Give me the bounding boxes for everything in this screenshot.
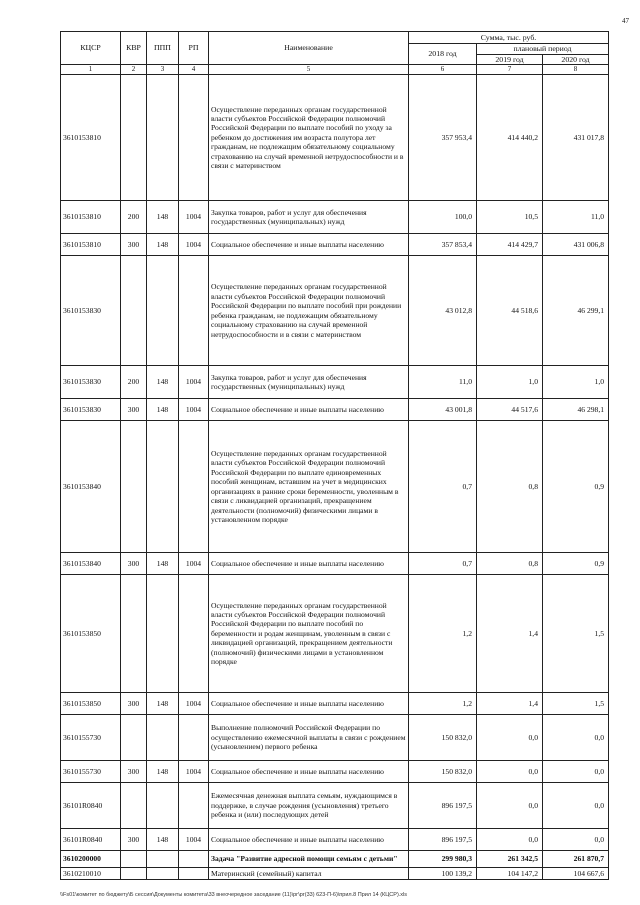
table-row: [61, 399, 609, 421]
kvr-cell: [121, 715, 147, 761]
ppp-cell: 148: [147, 366, 179, 399]
ppp-cell: 148: [147, 553, 179, 575]
kvr-cell: [121, 575, 147, 693]
col-number: 4: [179, 65, 209, 75]
name-cell: Социальное обеспечение и иные выплаты населению: [209, 399, 409, 421]
ppp-cell: [147, 256, 179, 366]
amount-2019-cell: 104 147,2: [477, 868, 543, 880]
header-name: Наименование: [209, 32, 409, 65]
name-cell: Социальное обеспечение и иные выплаты населению: [209, 553, 409, 575]
name-cell: Осуществление переданных органам государственной власти субъектов Российской Федерации полномочий Российской Федерации по выплате пособий по уходу за ребенком до достижения им возраста полутора лет гражданам, не подлежащим обязательному социальному страхованию на случай временной нетрудоспособности и в связи с материнством: [209, 75, 409, 201]
rp-cell: 1004: [179, 366, 209, 399]
page-number: 47: [622, 17, 629, 25]
kvr-cell: [121, 75, 147, 201]
name-cell: Выполнение полномочий Российской Федерации по осуществлению ежемесячной выплаты в связи с рождением (усыновлением) первого ребенка: [209, 715, 409, 761]
kcsr-cell: 3610153840: [61, 553, 121, 575]
ppp-cell: [147, 783, 179, 829]
amount-2020-cell: 46 299,1: [543, 256, 609, 366]
kvr-cell: 200: [121, 366, 147, 399]
amount-2018-cell: 150 832,0: [409, 715, 477, 761]
amount-2020-cell: 0,0: [543, 783, 609, 829]
name-cell: Осуществление переданных органам государственной власти субъектов Российской Федерации полномочий Российской Федерации по выплате единовременных пособий женщинам, вставшим на учет в медицинских организациях в ранние сроки беременности, уволенным в связи с ликвидацией организаций, прекращением деятельности (полномочий) физическими лицами в установленном порядке: [209, 421, 409, 553]
rp-cell: 1004: [179, 234, 209, 256]
table-row: [61, 553, 609, 575]
amount-2018-cell: 43 001,8: [409, 399, 477, 421]
amount-2020-cell: 104 667,6: [543, 868, 609, 880]
name-cell: Ежемесячная денежная выплата семьям, нуждающимся в поддержке, в случае рождения (усыновления) третьего ребенка и (или) последующих детей: [209, 783, 409, 829]
kvr-cell: 300: [121, 829, 147, 851]
table-row: [61, 256, 609, 366]
budget-table: [60, 31, 609, 880]
amount-2019-cell: 1,4: [477, 693, 543, 715]
name-cell: Материнский (семейный) капитал: [209, 868, 409, 880]
table-row: [61, 201, 609, 234]
kcsr-cell: 3610153850: [61, 693, 121, 715]
rp-cell: 1004: [179, 553, 209, 575]
amount-2019-cell: 261 342,5: [477, 851, 543, 868]
ppp-cell: 148: [147, 829, 179, 851]
table-row: [61, 715, 609, 761]
amount-2020-cell: 0,9: [543, 421, 609, 553]
header-2020: 2020 год: [543, 54, 609, 65]
amount-2018-cell: 896 197,5: [409, 783, 477, 829]
amount-2018-cell: 357 953,4: [409, 75, 477, 201]
table-row: [61, 761, 609, 783]
ppp-cell: 148: [147, 693, 179, 715]
kcsr-cell: 3610153810: [61, 75, 121, 201]
header-2018: 2018 год: [409, 44, 477, 65]
amount-2018-cell: 299 980,3: [409, 851, 477, 868]
table-row: [61, 868, 609, 880]
name-cell: Закупка товаров, работ и услуг для обеспечения государственных (муниципальных) нужд: [209, 201, 409, 234]
kcsr-cell: 3610153830: [61, 399, 121, 421]
rp-cell: 1004: [179, 399, 209, 421]
header-ppp: ППП: [147, 32, 179, 65]
amount-2019-cell: 0,0: [477, 783, 543, 829]
col-number: 3: [147, 65, 179, 75]
col-number: 8: [543, 65, 609, 75]
ppp-cell: 148: [147, 201, 179, 234]
kvr-cell: [121, 421, 147, 553]
table-row: [61, 421, 609, 553]
rp-cell: [179, 851, 209, 868]
kcsr-cell: 3610153850: [61, 575, 121, 693]
kcsr-cell: 36101R0840: [61, 783, 121, 829]
kcsr-cell: 3610155730: [61, 715, 121, 761]
kcsr-cell: 3610153840: [61, 421, 121, 553]
kvr-cell: [121, 783, 147, 829]
amount-2020-cell: 431 006,8: [543, 234, 609, 256]
ppp-cell: 148: [147, 234, 179, 256]
rp-cell: [179, 256, 209, 366]
header-2019: 2019 год: [477, 54, 543, 65]
ppp-cell: [147, 575, 179, 693]
rp-cell: [179, 575, 209, 693]
amount-2020-cell: 1,5: [543, 575, 609, 693]
rp-cell: [179, 868, 209, 880]
ppp-cell: 148: [147, 399, 179, 421]
col-number: 2: [121, 65, 147, 75]
amount-2020-cell: 1,5: [543, 693, 609, 715]
ppp-cell: [147, 868, 179, 880]
amount-2019-cell: 0,0: [477, 829, 543, 851]
kvr-cell: [121, 868, 147, 880]
name-cell: Социальное обеспечение и иные выплаты населению: [209, 761, 409, 783]
table-row: [61, 366, 609, 399]
ppp-cell: [147, 851, 179, 868]
col-number: 6: [409, 65, 477, 75]
ppp-cell: [147, 715, 179, 761]
amount-2018-cell: 11,0: [409, 366, 477, 399]
amount-2019-cell: 1,0: [477, 366, 543, 399]
table-row: [61, 75, 609, 201]
table-row: [61, 829, 609, 851]
amount-2018-cell: 43 012,8: [409, 256, 477, 366]
kvr-cell: [121, 256, 147, 366]
name-cell: Социальное обеспечение и иные выплаты населению: [209, 829, 409, 851]
amount-2020-cell: 431 017,8: [543, 75, 609, 201]
amount-2019-cell: 414 440,2: [477, 75, 543, 201]
amount-2019-cell: 1,4: [477, 575, 543, 693]
amount-2018-cell: 100,0: [409, 201, 477, 234]
kvr-cell: [121, 851, 147, 868]
ppp-cell: 148: [147, 761, 179, 783]
kcsr-cell: 3610153830: [61, 366, 121, 399]
header-kvr: КВР: [121, 32, 147, 65]
header-rp: РП: [179, 32, 209, 65]
kcsr-cell: 3610153810: [61, 234, 121, 256]
rp-cell: 1004: [179, 829, 209, 851]
rp-cell: [179, 75, 209, 201]
table-row: [61, 575, 609, 693]
rp-cell: [179, 715, 209, 761]
amount-2018-cell: 1,2: [409, 693, 477, 715]
name-cell: Осуществление переданных органам государственной власти субъектов Российской Федерации полномочий Российской Федерации по выплате пособий при рождении ребенка гражданам, не подлежащим обязательному социальному страхованию на случай временной нетрудоспособности и в связи с материнством: [209, 256, 409, 366]
name-cell: Закупка товаров, работ и услуг для обеспечения государственных (муниципальных) нужд: [209, 366, 409, 399]
amount-2018-cell: 1,2: [409, 575, 477, 693]
name-cell: Задача "Развитие адресной помощи семьям с детьми": [209, 851, 409, 868]
kvr-cell: 300: [121, 399, 147, 421]
table-row: [61, 693, 609, 715]
amount-2019-cell: 0,0: [477, 715, 543, 761]
amount-2018-cell: 357 853,4: [409, 234, 477, 256]
amount-2020-cell: 0,0: [543, 715, 609, 761]
amount-2019-cell: 0,8: [477, 553, 543, 575]
rp-cell: [179, 421, 209, 553]
name-cell: Осуществление переданных органам государственной власти субъектов Российской Федерации полномочий Российской Федерации по выплате пособий по беременности и родам женщинам, уволенным в связи с ликвидацией организаций, прекращением деятельности (полномочий) физическими лицами в установленном порядке: [209, 575, 409, 693]
rp-cell: 1004: [179, 201, 209, 234]
kvr-cell: 300: [121, 234, 147, 256]
kcsr-cell: 3610200000: [61, 851, 121, 868]
amount-2019-cell: 0,8: [477, 421, 543, 553]
kvr-cell: 300: [121, 761, 147, 783]
rp-cell: [179, 783, 209, 829]
ppp-cell: [147, 75, 179, 201]
header-planned: плановый период: [477, 44, 609, 55]
amount-2019-cell: 44 517,6: [477, 399, 543, 421]
col-number: 1: [61, 65, 121, 75]
kcsr-cell: 3610155730: [61, 761, 121, 783]
amount-2020-cell: 261 870,7: [543, 851, 609, 868]
ppp-cell: [147, 421, 179, 553]
amount-2018-cell: 100 139,2: [409, 868, 477, 880]
amount-2019-cell: 0,0: [477, 761, 543, 783]
header-sum: Сумма, тыс. руб.: [409, 32, 609, 44]
table-row: [61, 783, 609, 829]
amount-2018-cell: 896 197,5: [409, 829, 477, 851]
table-row: [61, 234, 609, 256]
amount-2020-cell: 0,0: [543, 829, 609, 851]
name-cell: Социальное обеспечение и иные выплаты населению: [209, 693, 409, 715]
file-path-footer: \\Fs01\комитет по бюджету\Б сессия\Документы комитета\33 внеочередное заседание (11)\рг\рг(33) 623-П-6)\прил.8 Прил 14 (КЦСР).xls: [60, 892, 408, 898]
header-kcsr: КЦСР: [61, 32, 121, 65]
kcsr-cell: 36101R0840: [61, 829, 121, 851]
kcsr-cell: 3610210010: [61, 868, 121, 880]
kvr-cell: 300: [121, 693, 147, 715]
kvr-cell: 300: [121, 553, 147, 575]
amount-2019-cell: 10,5: [477, 201, 543, 234]
kcsr-cell: 3610153810: [61, 201, 121, 234]
amount-2020-cell: 11,0: [543, 201, 609, 234]
kvr-cell: 200: [121, 201, 147, 234]
rp-cell: 1004: [179, 693, 209, 715]
amount-2019-cell: 44 518,6: [477, 256, 543, 366]
amount-2020-cell: 0,9: [543, 553, 609, 575]
name-cell: Социальное обеспечение и иные выплаты населению: [209, 234, 409, 256]
amount-2020-cell: 0,0: [543, 761, 609, 783]
kcsr-cell: 3610153830: [61, 256, 121, 366]
col-number: 7: [477, 65, 543, 75]
amount-2020-cell: 1,0: [543, 366, 609, 399]
table-row: [61, 851, 609, 868]
rp-cell: 1004: [179, 761, 209, 783]
amount-2018-cell: 150 832,0: [409, 761, 477, 783]
amount-2019-cell: 414 429,7: [477, 234, 543, 256]
col-number: 5: [209, 65, 409, 75]
amount-2018-cell: 0,7: [409, 553, 477, 575]
amount-2018-cell: 0,7: [409, 421, 477, 553]
amount-2020-cell: 46 298,1: [543, 399, 609, 421]
